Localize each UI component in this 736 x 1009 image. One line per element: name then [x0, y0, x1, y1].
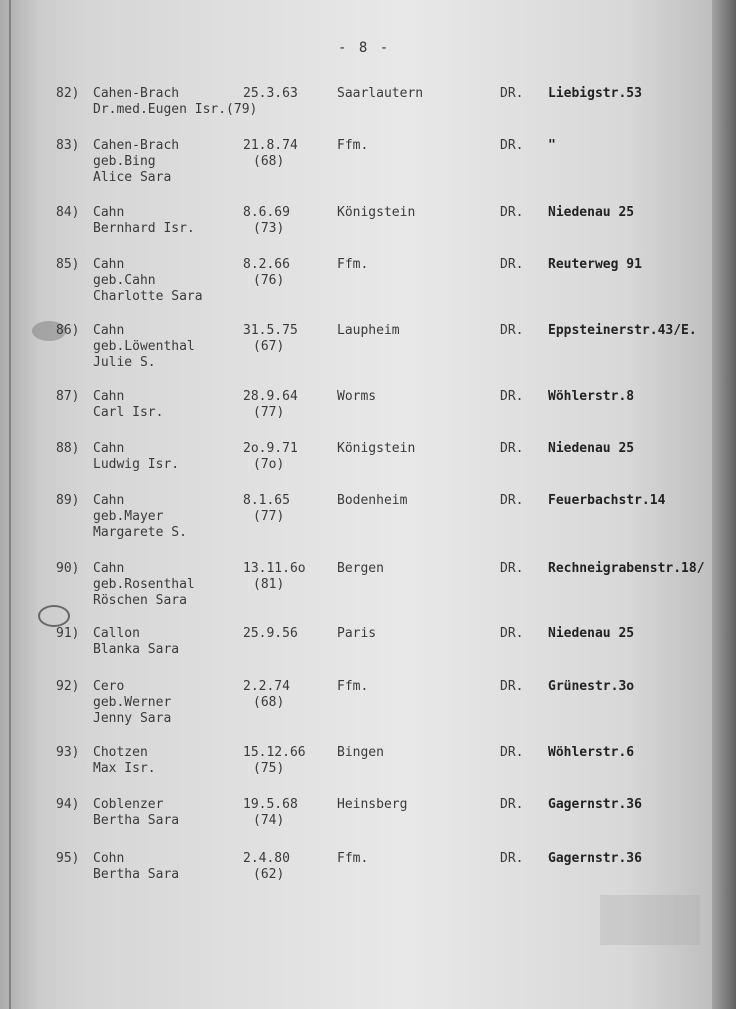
- address: Rechneigrabenstr.18/: [548, 561, 705, 576]
- entry-name-line: Bertha Sara: [93, 813, 180, 828]
- address: Wöhlerstr.6: [548, 745, 635, 760]
- entry-name-line: Bertha Sara: [93, 867, 180, 882]
- entry-number: 82): [56, 86, 80, 101]
- entry-name-line: geb.Rosenthal: [93, 577, 195, 592]
- birth-place: Königstein: [337, 441, 416, 456]
- entry-number: 92): [56, 679, 80, 694]
- dr-code: DR.: [500, 626, 524, 641]
- dr-code: DR.: [500, 797, 524, 812]
- faded-stamp: [600, 895, 700, 945]
- entry-name-line: Cahn: [93, 493, 125, 508]
- age: (68): [253, 154, 285, 169]
- dr-code: DR.: [500, 493, 524, 508]
- entry-name-line: Cahn: [93, 389, 125, 404]
- birth-date: 8.1.65: [243, 493, 290, 508]
- birth-place: Ffm.: [337, 679, 369, 694]
- birth-date: 8.6.69: [243, 205, 290, 220]
- address: Grünestr.3o: [548, 679, 635, 694]
- entry-number: 93): [56, 745, 80, 760]
- dr-code: DR.: [500, 745, 524, 760]
- entry-name-line: geb.Löwenthal: [93, 339, 195, 354]
- birth-place: Worms: [337, 389, 377, 404]
- address: Wöhlerstr.8: [548, 389, 635, 404]
- entry-name-line: Alice Sara: [93, 170, 172, 185]
- entry-name-line: Julie S.: [93, 355, 156, 370]
- birth-place: Ffm.: [337, 257, 369, 272]
- birth-place: Saarlautern: [337, 86, 424, 101]
- punch-hole-mark: [38, 605, 70, 627]
- entry-name-line: Röschen Sara: [93, 593, 187, 608]
- address: Feuerbachstr.14: [548, 493, 666, 508]
- entry-name-line: Bernhard Isr.: [93, 221, 195, 236]
- address: Niedenau 25: [548, 441, 635, 456]
- entry-name-line: Cahn: [93, 205, 125, 220]
- entry-name-line: Cahn: [93, 441, 125, 456]
- birth-place: Bergen: [337, 561, 384, 576]
- entry-name-line: Cohn: [93, 851, 125, 866]
- entry-name-line: Ludwig Isr.: [93, 457, 180, 472]
- entry-number: 88): [56, 441, 80, 456]
- entry-name-line: Charlotte Sara: [93, 289, 203, 304]
- age: (7o): [253, 457, 285, 472]
- age: (74): [253, 813, 285, 828]
- entry-name-line: geb.Werner: [93, 695, 172, 710]
- entry-name-line: Coblenzer: [93, 797, 164, 812]
- address: Niedenau 25: [548, 205, 635, 220]
- dr-code: DR.: [500, 257, 524, 272]
- address: Gagernstr.36: [548, 851, 642, 866]
- birth-place: Paris: [337, 626, 377, 641]
- birth-place: Bingen: [337, 745, 384, 760]
- entry-number: 85): [56, 257, 80, 272]
- age: (77): [253, 405, 285, 420]
- dr-code: DR.: [500, 851, 524, 866]
- dr-code: DR.: [500, 86, 524, 101]
- dr-code: DR.: [500, 138, 524, 153]
- birth-date: 31.5.75: [243, 323, 298, 338]
- entry-name-line: Cero: [93, 679, 125, 694]
- entry-name-line: Cahen-Brach: [93, 86, 180, 101]
- address: Niedenau 25: [548, 626, 635, 641]
- dr-code: DR.: [500, 389, 524, 404]
- page-edge: [9, 0, 11, 1009]
- address: Eppsteinerstr.43/E.: [548, 323, 697, 338]
- page-number: - 8 -: [338, 40, 391, 56]
- entry-number: 90): [56, 561, 80, 576]
- entry-name-line: Chotzen: [93, 745, 148, 760]
- birth-place: Heinsberg: [337, 797, 408, 812]
- birth-date: 21.8.74: [243, 138, 298, 153]
- entry-number: 87): [56, 389, 80, 404]
- address: Liebigstr.53: [548, 86, 642, 101]
- scan-border: [712, 0, 736, 1009]
- entry-number: 94): [56, 797, 80, 812]
- entry-name-line: Cahn: [93, 323, 125, 338]
- entry-name-line: geb.Bing: [93, 154, 156, 169]
- address: ": [548, 138, 556, 153]
- entry-number: 83): [56, 138, 80, 153]
- birth-date: 28.9.64: [243, 389, 298, 404]
- entry-name-line: Cahen-Brach: [93, 138, 180, 153]
- birth-place: Königstein: [337, 205, 416, 220]
- entry-name-line: geb.Mayer: [93, 509, 164, 524]
- entry-name-line: geb.Cahn: [93, 273, 156, 288]
- birth-place: Bodenheim: [337, 493, 408, 508]
- entry-number: 86): [56, 323, 80, 338]
- birth-date: 2.4.80: [243, 851, 290, 866]
- entry-name-line: Max Isr.: [93, 761, 156, 776]
- dr-code: DR.: [500, 323, 524, 338]
- entry-number: 91): [56, 626, 80, 641]
- entry-name-line: Jenny Sara: [93, 711, 172, 726]
- birth-date: 15.12.66: [243, 745, 306, 760]
- address: Reuterweg 91: [548, 257, 642, 272]
- entry-name-line: Blanka Sara: [93, 642, 180, 657]
- entry-name-line: Cahn: [93, 561, 125, 576]
- entry-name-line: Cahn: [93, 257, 125, 272]
- dr-code: DR.: [500, 441, 524, 456]
- address: Gagernstr.36: [548, 797, 642, 812]
- dr-code: DR.: [500, 205, 524, 220]
- birth-place: Ffm.: [337, 851, 369, 866]
- entry-number: 95): [56, 851, 80, 866]
- age: (76): [253, 273, 285, 288]
- dr-code: DR.: [500, 561, 524, 576]
- entry-name-line: Carl Isr.: [93, 405, 164, 420]
- age: (75): [253, 761, 285, 776]
- birth-date: 2.2.74: [243, 679, 290, 694]
- age: (62): [253, 867, 285, 882]
- birth-date: 25.3.63: [243, 86, 298, 101]
- birth-place: Ffm.: [337, 138, 369, 153]
- entry-number: 89): [56, 493, 80, 508]
- birth-date: 13.11.6o: [243, 561, 306, 576]
- age: (73): [253, 221, 285, 236]
- entry-name-line: Margarete S.: [93, 525, 187, 540]
- age: (68): [253, 695, 285, 710]
- age: (67): [253, 339, 285, 354]
- entry-name-line: Dr.med.Eugen Isr.(79): [93, 102, 258, 117]
- birth-date: 2o.9.71: [243, 441, 298, 456]
- entry-name-line: Callon: [93, 626, 140, 641]
- birth-date: 25.9.56: [243, 626, 298, 641]
- age: (81): [253, 577, 285, 592]
- birth-place: Laupheim: [337, 323, 400, 338]
- dr-code: DR.: [500, 679, 524, 694]
- entry-number: 84): [56, 205, 80, 220]
- birth-date: 8.2.66: [243, 257, 290, 272]
- age: (77): [253, 509, 285, 524]
- birth-date: 19.5.68: [243, 797, 298, 812]
